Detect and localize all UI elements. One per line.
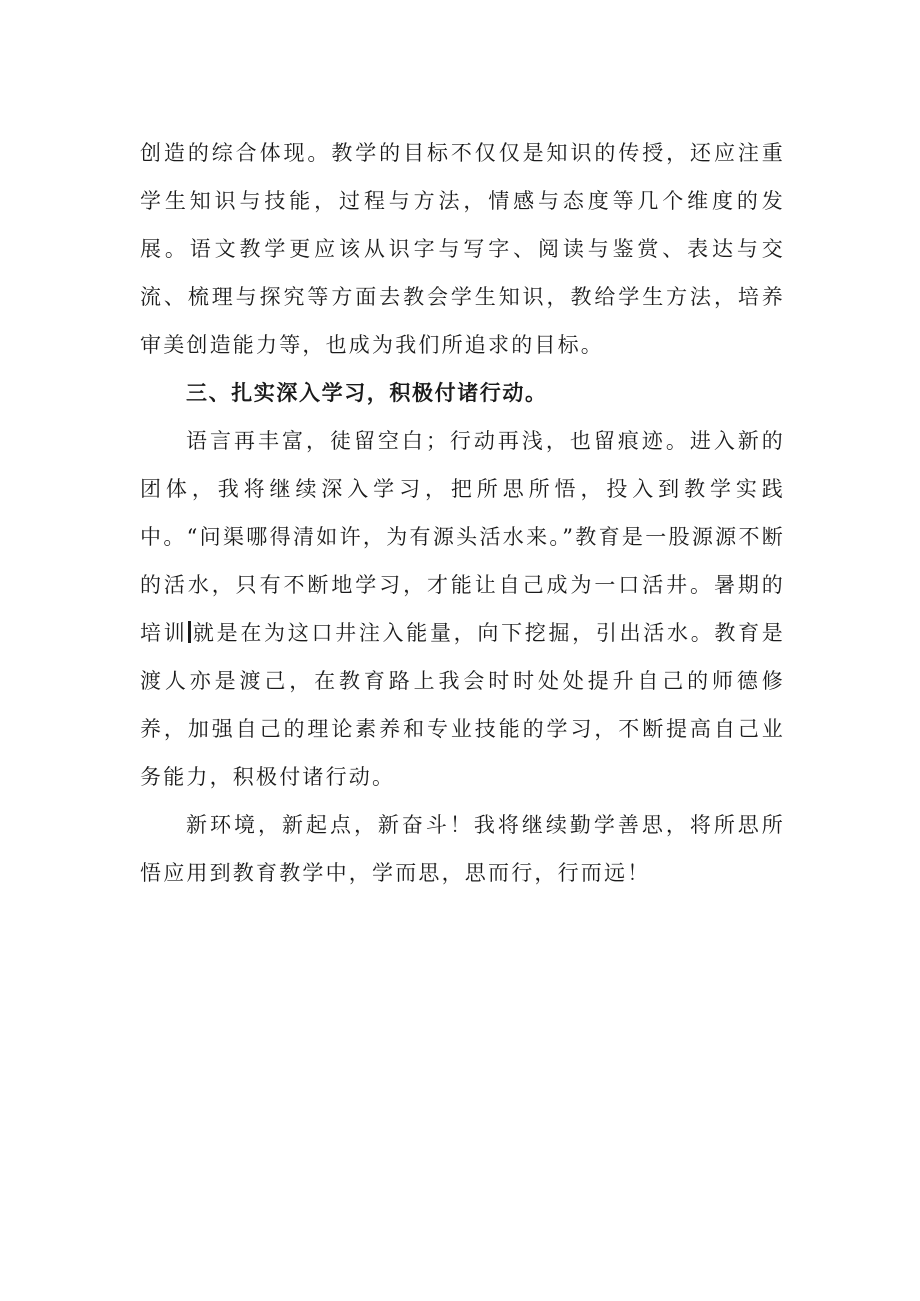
section-heading-three: 三、扎实深入学习，积极付诸行动。 (186, 381, 548, 405)
paragraph-study-action-part1: 语言再丰富，徒留空白；行动再浅，也留痕迹。进入新的团体，我将继续深入学习，把所思所悟，投入到教学实践中。“问渠哪得清如许，为有源头活水来。”教育是一股源源不断的活水，只有不断地学习，才能让自己成为一口活井。暑期的培训 (140, 429, 785, 645)
text-cursor-mark (188, 621, 191, 643)
paragraph-closing: 新环境，新起点，新奋斗！我将继续勤学善思，将所思所悟应用到教育教学中，学而思，思而行，行而远！ (140, 813, 785, 885)
paragraph-study-action (140, 417, 785, 801)
paragraph-study-action-part2: 就是在为这口井注入能量，向下挖掘，引出活水。教育是渡人亦是渡己，在教育路上我会时时处处提升自己的师德修养，加强自己的理论素养和专业技能的学习，不断提高自己业务能力，积极付诸行动。 (140, 621, 786, 789)
document-body (140, 129, 785, 897)
paragraph-continuation: 创造的综合体现。教学的目标不仅仅是知识的传授，还应注重学生知识与技能，过程与方法，情感与态度等几个维度的发展。语文教学更应该从识字与写字、阅读与鉴赏、表达与交流、梳理与探究等方面去教会学生知识，教给学生方法，培养审美创造能力等，也成为我们所追求的目标。 (140, 141, 785, 357)
